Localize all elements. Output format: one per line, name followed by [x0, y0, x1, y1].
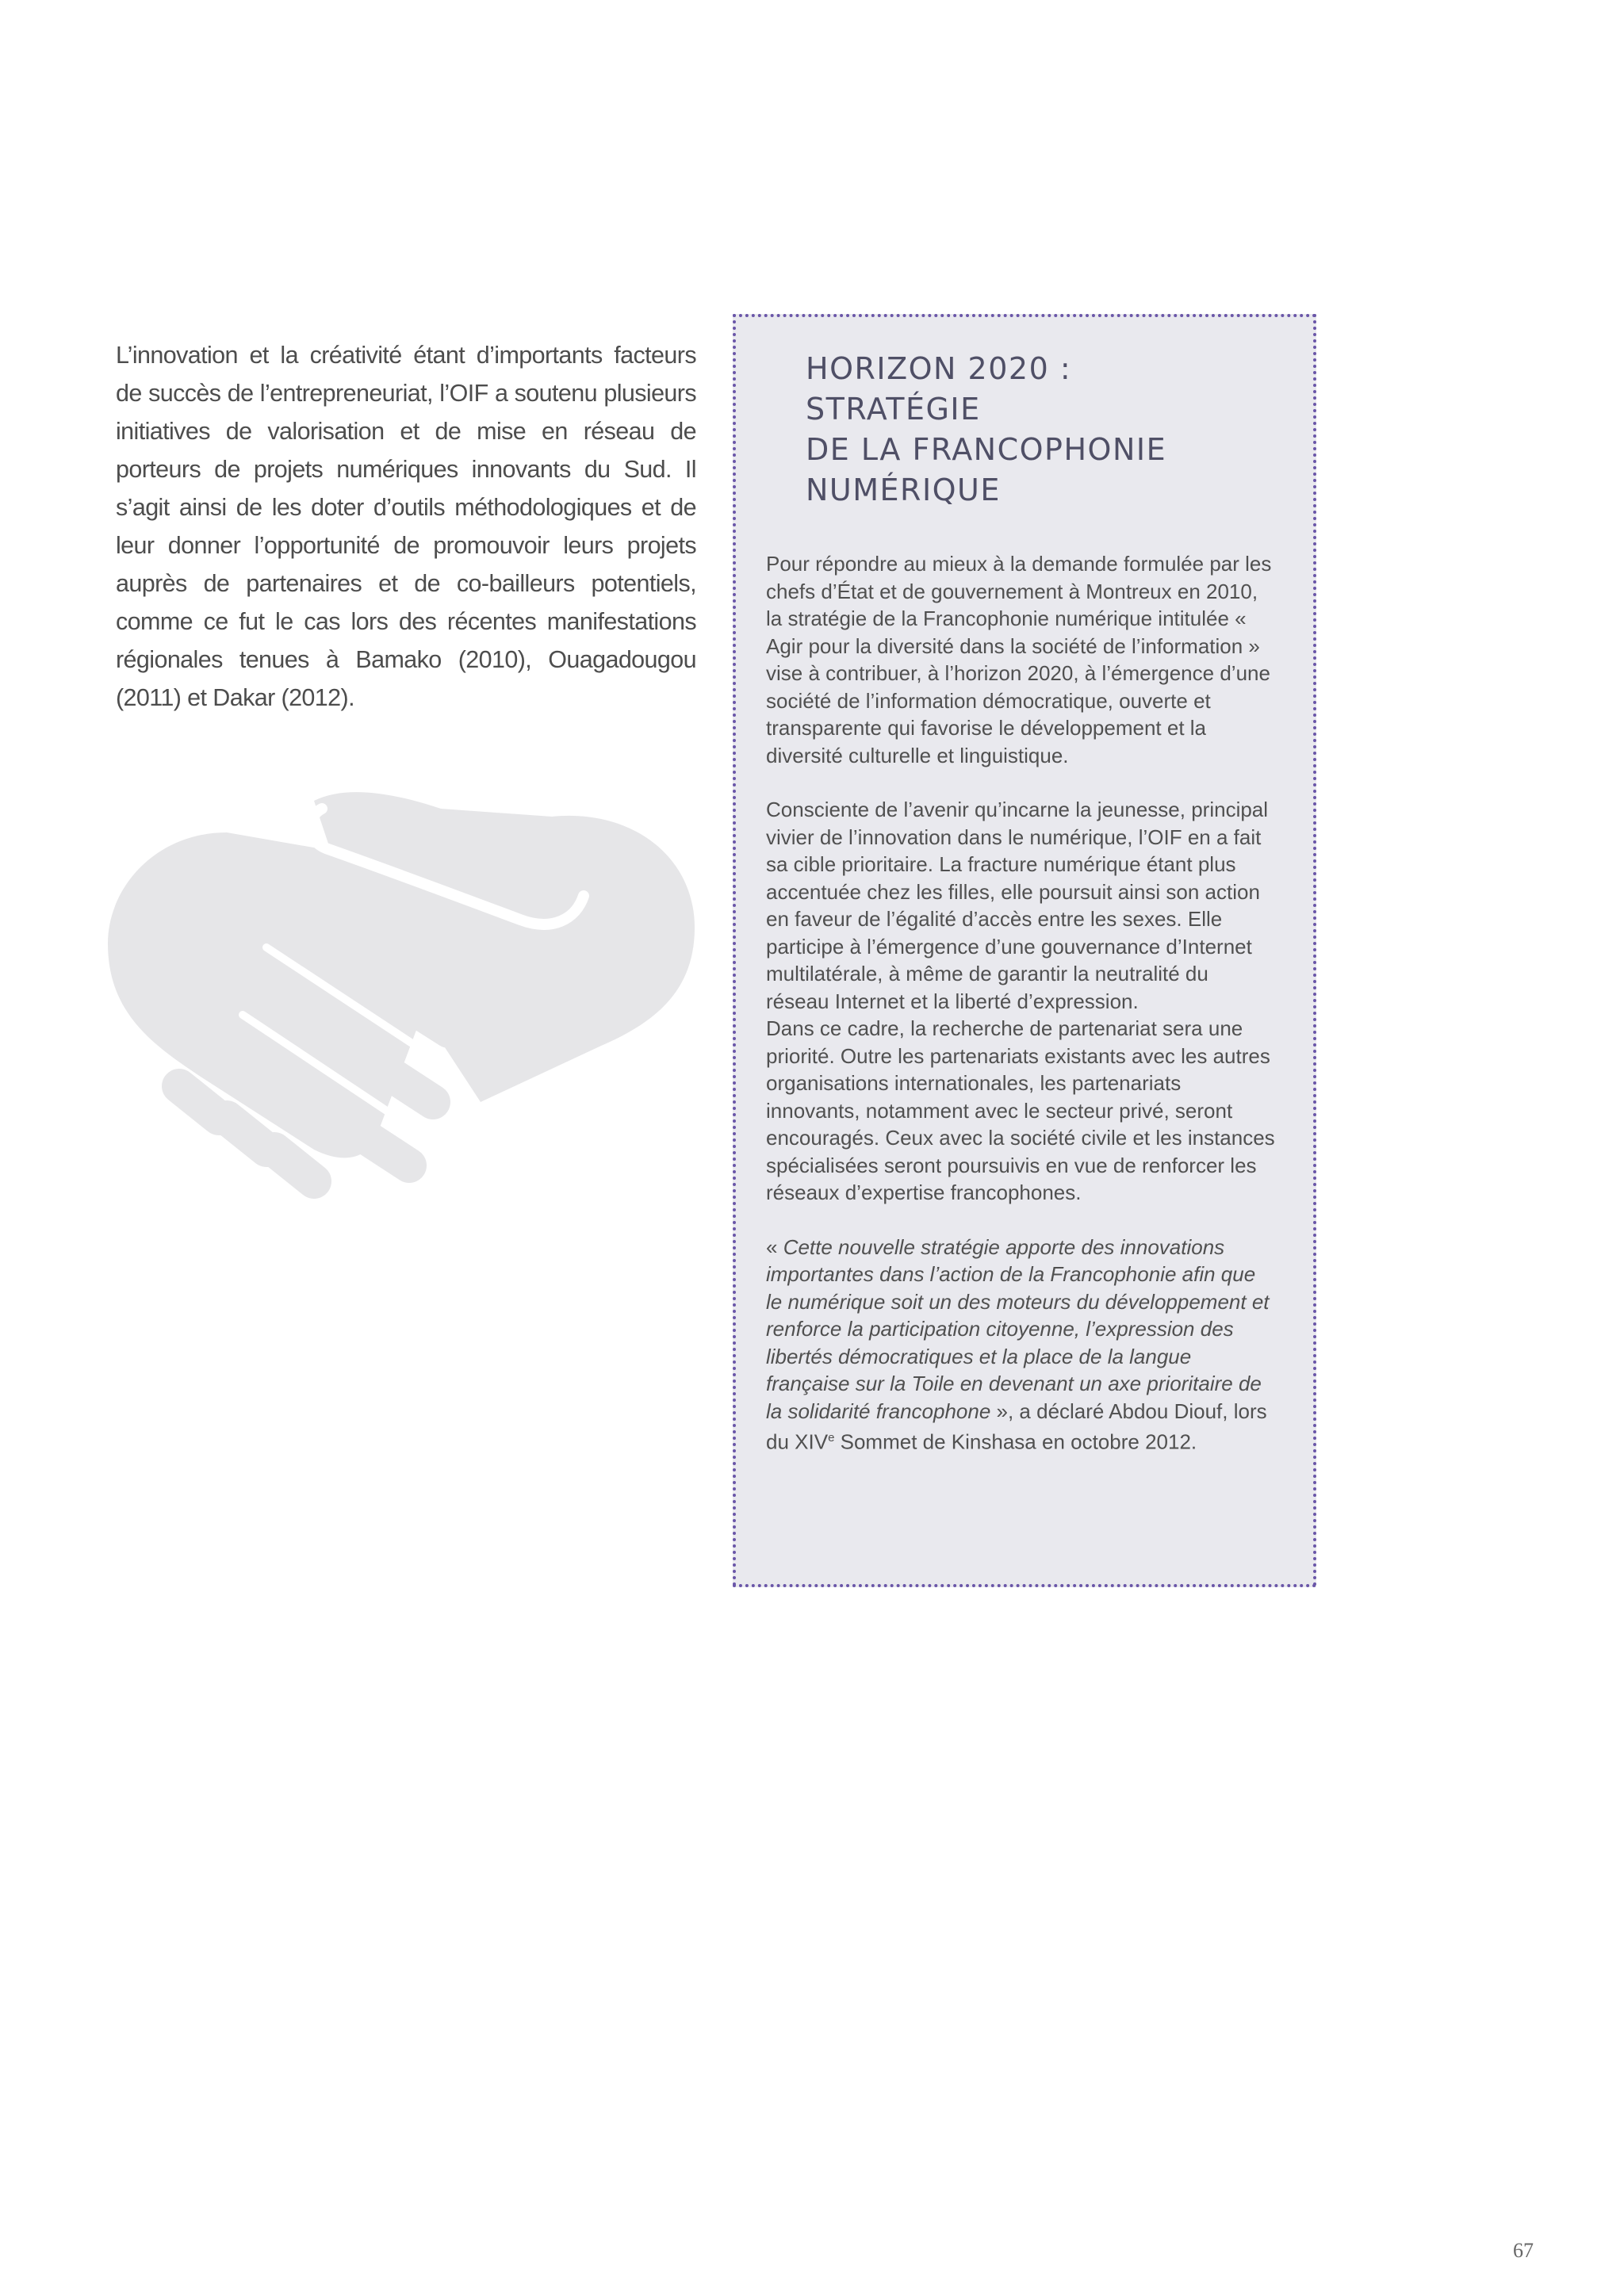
quote-text: Cette nouvelle stratégie apporte des innovations importantes dans l’action de la Francophonie afin que le numérique soit un des moteurs du développement et renforce la participation citoyenne, l’expression des libertés démocratiques et la place de la langue française sur la Toile en devenant un axe prioritaire de la solidarité francophone: [766, 1234, 1270, 1423]
intro-text-column: [116, 336, 696, 717]
sidebar-title-line-2: STRATÉGIE: [806, 392, 981, 427]
sidebar-body: [766, 550, 1277, 1456]
sidebar-quote: [766, 1234, 1277, 1456]
quote-attribution-end: Sommet de Kinshasa en octobre 2012.: [834, 1429, 1197, 1454]
sidebar-title-line-1: HORIZON 2020 :: [806, 351, 1072, 386]
sidebar-paragraph-2: [766, 796, 1277, 1207]
quote-open-mark: «: [766, 1234, 783, 1259]
sidebar-title: [806, 349, 1277, 511]
sidebar-paragraph-2b: Dans ce cadre, la recherche de partenariat sera une priorité. Outre les partenariats existants avec les autres organisations internationales, les partenariats innovants, notamment avec le secteur privé, seront encouragés. Ceux avec la société civile et les instances spécialisées seront poursuivis en vue de renforcer les réseaux d’expertise francophones.: [766, 1016, 1275, 1204]
quote-superscript: e: [828, 1431, 835, 1445]
strategy-sidebar-box: [733, 314, 1316, 1587]
sidebar-title-line-3: DE LA FRANCOPHONIE: [806, 432, 1167, 467]
sidebar-paragraph-1: Pour répondre au mieux à la demande formulée par les chefs d’État et de gouvernement à Montreux en 2010, la stratégie de la Francophonie numérique intitulée « Agir pour la diversité dans la société de l’information » vise à contribuer, à l’horizon 2020, à l’émergence d’une société de l’information démocratique, ouverte et transparente qui favorise le développement et la diversité culturelle et linguistique.: [766, 552, 1272, 767]
quote-attribution: », a déclaré Abdou Diouf, lors du XIV: [766, 1399, 1267, 1454]
sidebar-paragraph-2a: Consciente de l’avenir qu’incarne la jeunesse, principal vivier de l’innovation dans le numérique, l’OIF en a fait sa cible prioritaire. La fracture numérique étant plus accentuée chez les filles, elle poursuit ainsi son action en faveur de l’égalité d’accès entre les sexes. Elle participe à l’émergence d’une gouvernance d’Internet multilatérale, à même de garantir la neutralité du réseau Internet et la liberté d’expression.: [766, 798, 1269, 1013]
intro-paragraph: L’innovation et la créativité étant d’importants facteurs de succès de l’entrepreneuriat, l’OIF a soutenu plusieurs initiatives de valorisation et de mise en réseau de porteurs de projets numériques innovants du Sud. Il s’agit ainsi de les doter d’outils méthodologiques et de leur donner l’opportunité de promouvoir leurs projets auprès de partenaires et de co-bailleurs potentiels, comme ce fut le cas lors des récentes manifestations régionales tenues à Bamako (2010), Ouagadougou (2011) et Dakar (2012).: [116, 342, 696, 711]
handshake-icon: [108, 785, 710, 1229]
sidebar-title-line-4: NUMÉRIQUE: [806, 473, 1001, 507]
page-number: 67: [1513, 2239, 1534, 2262]
